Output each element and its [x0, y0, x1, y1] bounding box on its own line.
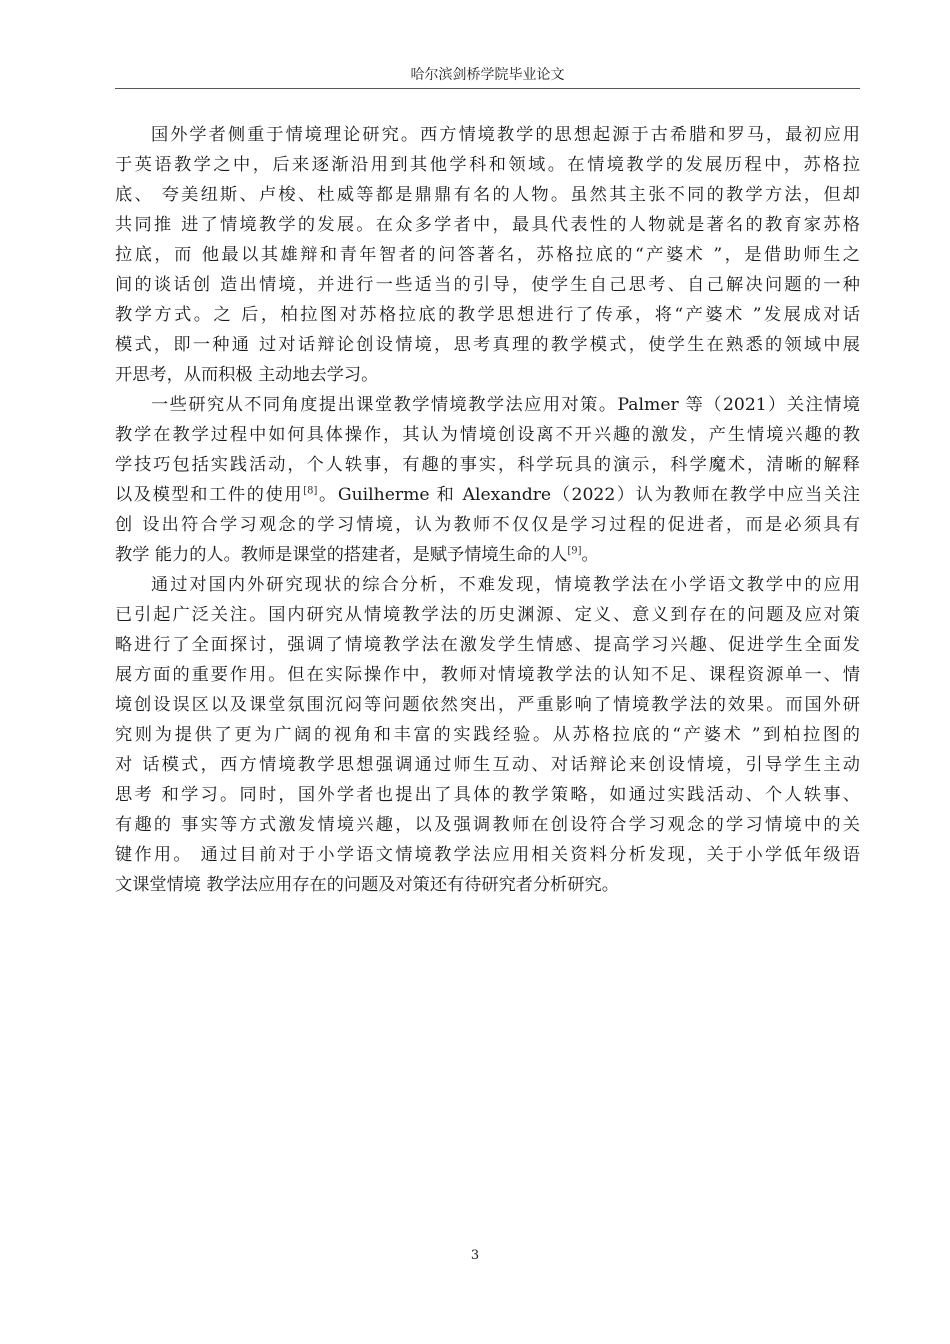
text-line: 已引起广泛关注。国内研究从情境教学法的历史渊源、定义、意义到存在的问题及应对策 — [115, 605, 860, 625]
text-line: 共同推 进了情境教学的发展。在众多学者中，最具代表性的人物就是著名的教育家苏格 — [115, 215, 860, 235]
paragraph-summary — [115, 570, 860, 900]
text-line: 有趣的 事实等方式激发情境兴趣，以及强调教师在创设符合学习观念的学习情境中的关 — [115, 815, 860, 835]
text-line: 国外学者侧重于情境理论研究。西方情境教学的思想起源于古希腊和罗马，最初应用 — [151, 125, 860, 145]
text-segment: 以及模型和工件的使用 — [115, 485, 304, 505]
text-line: 于英语教学之中，后来逐渐沿用到其他学科和领域。在情境教学的发展历程中，苏格拉 — [115, 155, 860, 175]
text-segment: 。 — [581, 545, 599, 565]
text-line: 思考 和学习。同时，国外学者也提出了具体的教学策略，如通过实践活动、个人轶事、 — [115, 785, 860, 805]
text-segment: 教学 能力的人。教师是课堂的搭建者，是赋予情境生命的人 — [115, 545, 568, 565]
text-line: 一些研究从不同角度提出课堂教学情境教学法应用对策。Palmer 等（2021）关注情境 — [151, 395, 860, 415]
paragraph-foreign-scholars — [115, 120, 860, 390]
body-text — [115, 120, 860, 900]
text-line: 究则为提供了更为广阔的视角和丰富的实践经验。从苏格拉底的“产婆术 ”到柏拉图的 — [115, 725, 860, 745]
text-line: 键作用。 通过目前对于小学语文情境教学法应用相关资料分析发现，关于小学低年级语 — [115, 845, 860, 865]
text-line — [115, 480, 860, 510]
text-line: 教学在教学过程中如何具体操作，其认为情境创设离不开兴趣的激发，产生情境兴趣的教 — [115, 425, 860, 445]
text-line: 略进行了全面探讨，强调了情境教学法在激发学生情感、提高学习兴趣、促进学生全面发 — [115, 635, 860, 655]
text-line: 学技巧包括实践活动，个人轶事，有趣的事实，科学玩具的演示，科学魔术，清晰的解释 — [115, 455, 860, 475]
page-number: 3 — [470, 1248, 480, 1263]
text-line: 文课堂情境 教学法应用存在的问题及对策还有待研究者分析研究。 — [115, 875, 619, 895]
text-line: 间的谈话创 造出情境，并进行一些适当的引导，使学生自己思考、自己解决问题的一种 — [115, 275, 860, 295]
text-segment: 。Guilherme 和 Alexandre（2022）认为教师在教学中应当关注 — [317, 485, 860, 505]
text-line: 境创设误区以及课堂氛围沉闷等问题依然突出，严重影响了情境教学法的效果。而国外研 — [115, 695, 860, 715]
text-line: 展方面的重要作用。但在实际操作中，教师对情境教学法的认知不足、课程资源单一、情 — [115, 665, 860, 685]
citation-8[interactable]: [8] — [303, 485, 318, 497]
text-line: 拉底，而 他最以其雄辩和青年智者的问答著名，苏格拉底的“产婆术 ”，是借助师生之 — [115, 245, 860, 265]
text-line: 通过对国内外研究现状的综合分析，不难发现，情境教学法在小学语文教学中的应用 — [151, 575, 860, 595]
text-line — [115, 540, 860, 570]
text-line: 对 话模式，西方情境教学思想强调通过师生互动、对话辩论来创设情境，引导学生主动 — [115, 755, 860, 775]
citation-9[interactable]: [9] — [567, 545, 582, 557]
text-line: 底、 夸美纽斯、卢梭、杜威等都是鼎鼎有名的人物。虽然其主张不同的教学方法，但却 — [115, 185, 860, 205]
text-line: 教学方式。之 后，柏拉图对苏格拉底的教学思想进行了传承，将“产婆术 ”发展成对话 — [115, 305, 860, 325]
text-line: 模式，即一种通 过对话辩论创设情境，思考真理的教学模式，使学生在熟悉的领域中展 — [115, 335, 860, 355]
text-line: 开思考，从而积极 主动地去学习。 — [115, 365, 379, 385]
paragraph-strategies — [115, 390, 860, 570]
page-header: 哈尔滨剑桥学院毕业论文 — [115, 66, 860, 89]
text-line: 创 设出符合学习观念的学习情境，认为教师不仅仅是学习过程的促进者，而是必须具有 — [115, 515, 860, 535]
